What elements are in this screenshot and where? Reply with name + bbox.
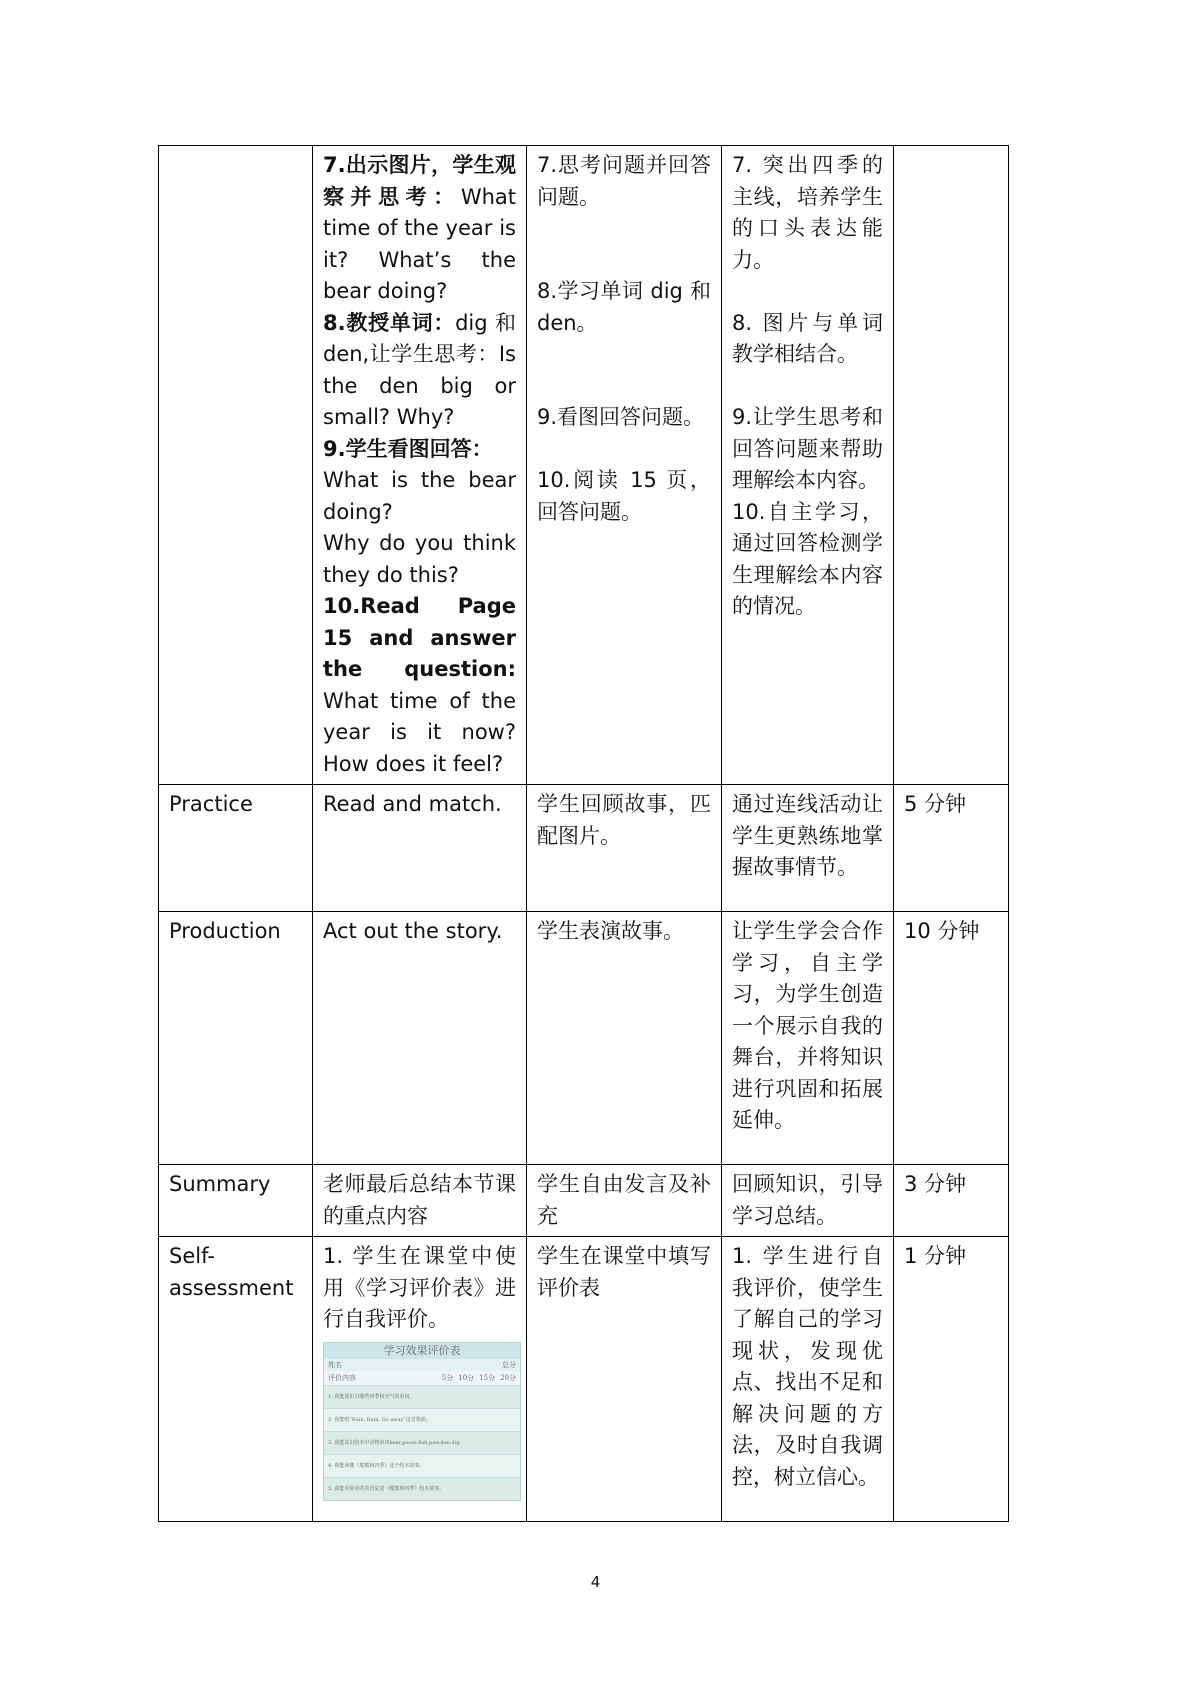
step-9-question-1: What is the bear doing?: [323, 468, 516, 524]
teacher-activity-cell: [313, 146, 527, 785]
purpose-cell: [722, 146, 894, 785]
teacher-activity-cell: Act out the story.: [313, 912, 527, 1165]
table-row: [159, 1237, 1009, 1522]
purpose-cell: 让学生学会合作学习，自主学习，为学生创造一个展示自我的舞台，并将知识进行巩固和拓展延伸。: [722, 912, 894, 1165]
step-8-question: dig 和 den,让学生思考：Is the den big or small? Why?: [323, 310, 516, 429]
step-7-question: What time of the year is it? What’s the bear doing?: [323, 184, 516, 303]
teacher-activity-cell: [313, 1237, 527, 1522]
eval-form-title: 学习效果评价表: [324, 1343, 520, 1359]
eval-form-score-col: 20分: [500, 1373, 516, 1382]
table-row: [159, 785, 1009, 912]
stage-cell: [159, 146, 313, 785]
time-cell: 3 分钟: [894, 1165, 1009, 1237]
student-step-7: 7.思考问题并回答问题。: [537, 153, 711, 209]
stage-cell: Practice: [159, 785, 313, 912]
purpose-step-7: 7. 突出四季的主线，培养学生的口头表达能力。: [732, 153, 883, 272]
student-step-10: 10.阅读 15 页，回答问题。: [537, 468, 711, 524]
eval-form-item: 2. 我能唱“Rain, Rain, Go away”这首歌曲。: [324, 1408, 520, 1431]
student-activity-cell: 学生在课堂中填写评价表: [527, 1237, 722, 1522]
purpose-cell: 回顾知识，引导学习总结。: [722, 1165, 894, 1237]
time-cell: [894, 146, 1009, 785]
purpose-step-9: 9.让学生思考和回答问题来帮助理解绘本内容。: [732, 405, 883, 492]
table-row: [159, 146, 1009, 785]
eval-form-item: 1. 我能说出有哪些四季和天气的单词。: [324, 1385, 520, 1408]
eval-form-item: 3. 我能说出绘本中动物单词bear,goose,fish,paw,den,dig.: [324, 1431, 520, 1454]
student-step-8: 8.学习单词 dig 和 den。: [537, 279, 711, 335]
stage-cell: Summary: [159, 1165, 313, 1237]
table-row: [159, 1165, 1009, 1237]
eval-form-item: 4. 我能读懂《熊熊和四季》这个绘本故事。: [324, 1454, 520, 1477]
eval-form-total-label: 总分: [502, 1360, 516, 1369]
teacher-activity-cell: Read and match.: [313, 785, 527, 912]
self-assessment-instruction: 1. 学生在课堂中使用《学习评价表》进行自我评价。: [323, 1244, 516, 1331]
eval-form-score-col: 10分: [458, 1373, 475, 1382]
eval-form-item: 5. 我能用简单的英语复述《熊熊和四季》绘本故事。: [324, 1477, 520, 1500]
eval-form-score-col: 5分: [441, 1373, 454, 1382]
purpose-cell: 通过连线活动让学生更熟练地掌握故事情节。: [722, 785, 894, 912]
time-cell: 5 分钟: [894, 785, 1009, 912]
step-10-question: What time of the year is it now? How does it feel?: [323, 688, 516, 776]
eval-form-score-col: 15分: [479, 1373, 496, 1382]
student-activity-cell: 学生回顾故事，匹配图片。: [527, 785, 722, 912]
step-10-heading: 10.Read Page 15 and answer the question:: [323, 594, 516, 681]
evaluation-form-image: [323, 1342, 521, 1501]
purpose-cell: 1. 学生进行自我评价，使学生了解自己的学习现状，发现优点、找出不足和解决问题的方法，及时自我调控，树立信心。: [722, 1237, 894, 1522]
time-cell: 1 分钟: [894, 1237, 1009, 1522]
page-number: 4: [590, 1573, 601, 1591]
purpose-step-10: 10.自主学习，通过回答检测学生理解绘本内容的情况。: [732, 499, 883, 618]
step-9-heading: 9.学生看图回答：: [323, 436, 493, 461]
student-activity-cell: 学生表演故事。: [527, 912, 722, 1165]
lesson-plan-table: [158, 145, 1009, 1522]
eval-form-content-header: 评价内容: [328, 1373, 356, 1382]
step-8-heading: 8.教授单词：: [323, 310, 456, 335]
student-activity-cell: [527, 146, 722, 785]
eval-form-name-label: 姓名: [328, 1360, 342, 1369]
teacher-activity-cell: 老师最后总结本节课的重点内容: [313, 1165, 527, 1237]
time-cell: 10 分钟: [894, 912, 1009, 1165]
table-row: [159, 912, 1009, 1165]
step-9-question-2: Why do you think they do this?: [323, 531, 516, 587]
stage-cell: Production: [159, 912, 313, 1165]
student-activity-cell: 学生自由发言及补充: [527, 1165, 722, 1237]
student-step-9: 9.看图回答问题。: [537, 405, 705, 429]
step-7-heading: 7.出示图片，学生观察并思考：: [323, 153, 516, 209]
purpose-step-8: 8. 图片与单词教学相结合。: [732, 310, 883, 366]
stage-cell: Self-assessment: [159, 1237, 313, 1522]
